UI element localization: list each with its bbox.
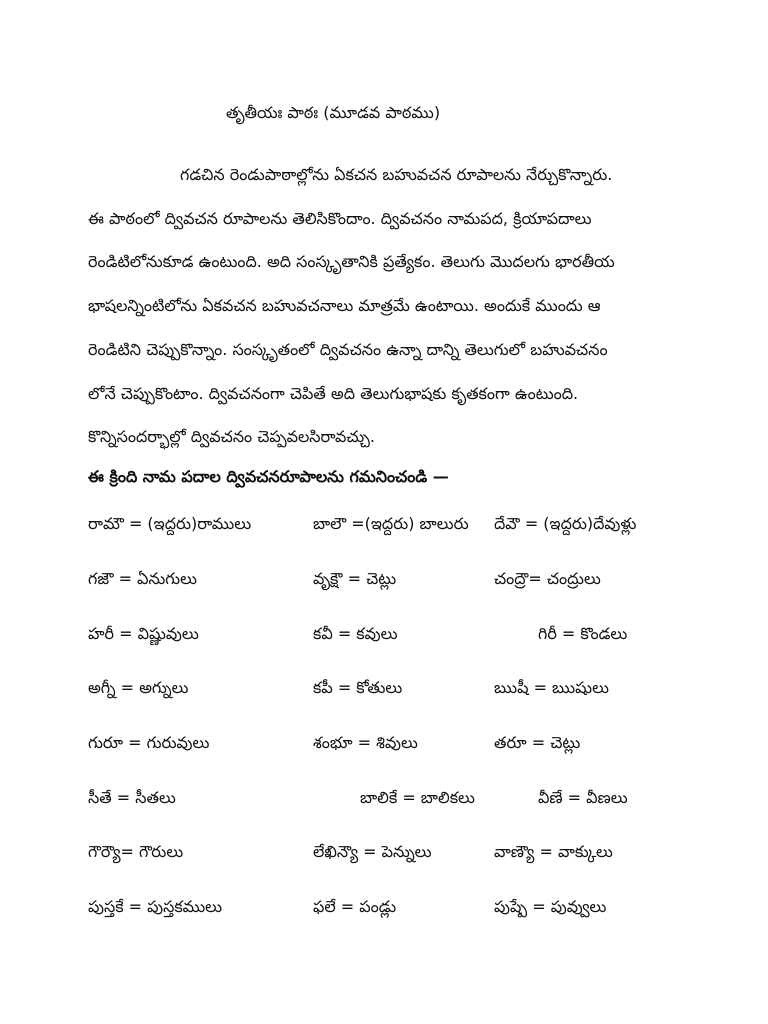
word-pair: చంద్రౌ= చంద్రులు bbox=[494, 569, 601, 588]
word-row bbox=[0, 897, 768, 925]
word-pair: వృక్షౌ = చెట్లు bbox=[313, 569, 397, 588]
word-pair: హరీ = విష్ణువులు bbox=[88, 624, 199, 643]
intro-paragraph bbox=[88, 153, 678, 459]
paragraph-line: గడచిన రెండుపాఠాల్లోను ఏకచన బహువచన రూపాలను నేర్చుకొన్నారు. bbox=[180, 165, 613, 184]
word-pair: తరూ = చెట్లు bbox=[494, 733, 581, 752]
word-pair: అగ్నీ = అగ్నులు bbox=[88, 678, 189, 697]
lesson-title: తృతీయః పాఠః (మూడవ పాఠము) bbox=[226, 103, 441, 122]
section-heading: ఈ క్రింది నామ పదాల ద్వివచనరూపాలను గమనించండి — bbox=[88, 467, 449, 486]
word-pair: బాలికే = బాలికలు bbox=[360, 788, 475, 807]
paragraph-line: రెండిటిలోనుకూడ ఉంటుంది. అది సంస్కృతానికి ప్రత్యేకం. తెలుగు మొదలగు భారతీయ bbox=[88, 252, 615, 272]
paragraph-line: భాషలన్నింటిలోను ఏకవచన బహువచనాలు మాత్రమే ఉంటాయి. అందుకే ముందు ఆ bbox=[88, 296, 601, 316]
word-pair: సీతే = సీతలు bbox=[88, 788, 176, 807]
paragraph-line: లోనే చెప్పుకొంటాం. ద్వివచనంగా చెపితే అది తెలుగుభాషకు కృతకంగా ఉంటుంది. bbox=[88, 383, 579, 403]
word-pair: దేవౌ = (ఇద్దరు)దేవుళ్లు bbox=[494, 514, 637, 533]
word-pair: గౌర్యౌ= గౌరులు bbox=[88, 842, 184, 861]
word-pair: గిరీ = కొండలు bbox=[538, 624, 628, 643]
word-row bbox=[0, 788, 768, 816]
word-pair: బాలౌ =(ఇద్దరు) బాలురు bbox=[313, 514, 469, 533]
paragraph-line: రెండిటిని చెప్పుకొన్నాం. సంస్కృతంలో ద్వివచనం ఉన్నా దాన్ని తెలుగులో బహువచనం bbox=[88, 339, 608, 359]
word-row bbox=[0, 842, 768, 870]
word-row bbox=[0, 678, 768, 706]
word-pair: గజౌ = ఏనుగులు bbox=[88, 569, 197, 588]
word-row bbox=[0, 733, 768, 761]
word-row bbox=[0, 569, 768, 597]
word-pair: శంభూ = శివులు bbox=[313, 733, 418, 752]
word-pair: ఫలే = పండ్లు bbox=[313, 897, 397, 916]
word-pair: గురూ = గురువులు bbox=[88, 733, 210, 752]
word-pair: లేఖిన్యౌ = పెన్నులు bbox=[313, 842, 432, 861]
word-pair: పుష్పే = పువ్వులు bbox=[494, 897, 607, 916]
paragraph-line: కొన్నిసందర్భాల్లో ద్వివచనం చెప్పవలసిరావచ్చు. bbox=[88, 427, 375, 447]
word-pair: కవీ = కవులు bbox=[313, 624, 398, 643]
word-pair: వాణ్యౌ = వాక్కులు bbox=[494, 842, 613, 861]
paragraph-line: ఈ పాఠంలో ద్వివచన రూపాలను తెలిసికొందాం. ద్వివచనం నామపద, క్రియాపదాలు bbox=[88, 208, 592, 228]
word-pair: రామౌ = (ఇద్దరు)రాములు bbox=[88, 514, 252, 533]
word-pair: వీణే = వీణలు bbox=[538, 788, 628, 807]
word-pair: ఋషీ = ఋషులు bbox=[494, 678, 609, 697]
word-pair: కపీ = కోతులు bbox=[313, 678, 403, 697]
word-pair: పుస్తకే = పుస్తకములు bbox=[88, 897, 223, 916]
word-row bbox=[0, 624, 768, 652]
word-row bbox=[0, 514, 768, 542]
